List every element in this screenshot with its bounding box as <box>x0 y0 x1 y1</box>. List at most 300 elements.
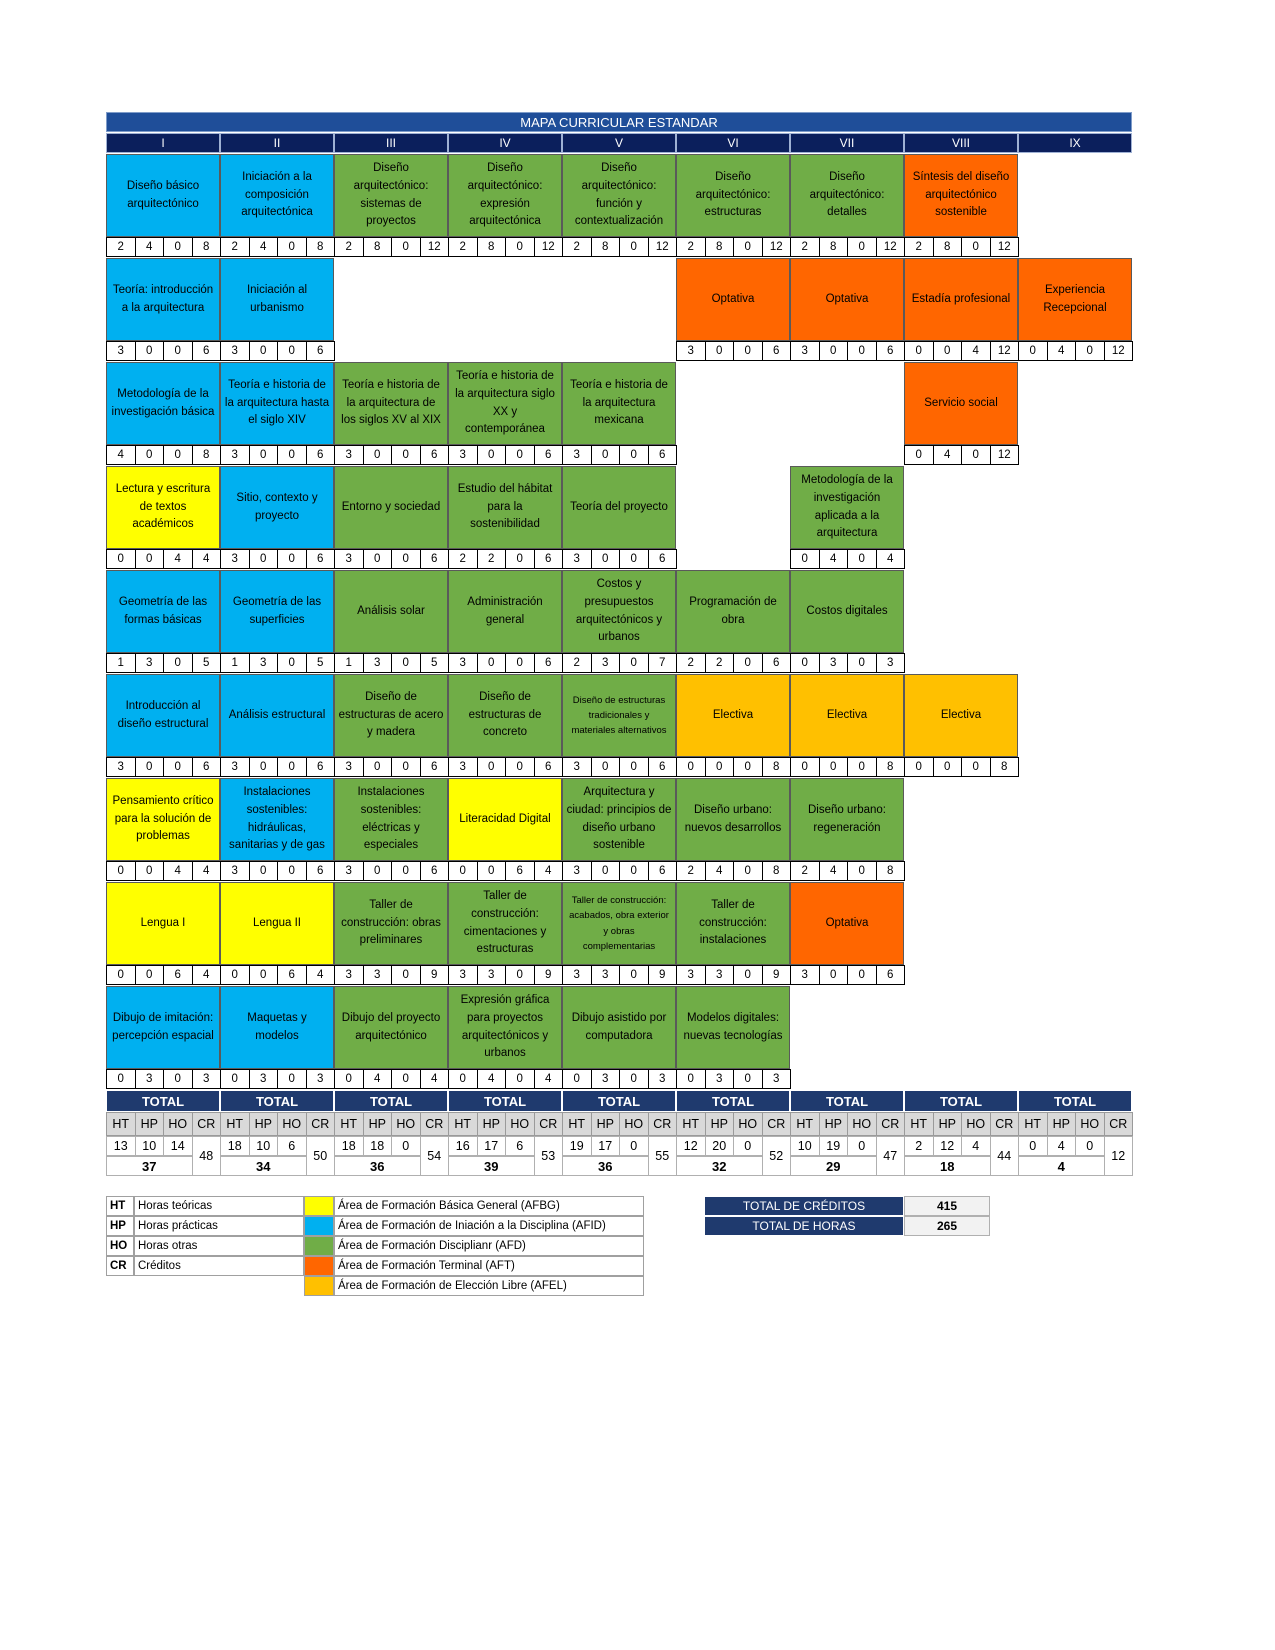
course-cell: Dibujo del proyecto arquitectónico <box>334 986 448 1069</box>
course-hours-hp: 3 <box>591 653 621 673</box>
course-hours-hp: 0 <box>705 341 735 361</box>
course-hours-ht: 3 <box>220 861 250 881</box>
course-cell: Diseño arquitectónico: estructuras <box>676 154 790 237</box>
course-hours-cr: 8 <box>876 861 906 881</box>
course-hours-ho: 0 <box>619 1069 649 1089</box>
course-hours-ht: 1 <box>106 653 136 673</box>
course-hours-ht: 0 <box>676 757 706 777</box>
total-hp: 10 <box>249 1136 279 1156</box>
course-hours-hp: 0 <box>477 653 507 673</box>
course-hours-hp: 4 <box>819 549 849 569</box>
course-cell: Taller de construcción: obras preliminares <box>334 882 448 965</box>
total-subheader-cr: CR <box>990 1112 1020 1136</box>
course-hours-hp: 3 <box>249 653 279 673</box>
course-hours-hp: 0 <box>135 445 165 465</box>
course-hours-ht: 0 <box>448 861 478 881</box>
course-hours-ho: 0 <box>733 341 763 361</box>
course-hours-cr: 5 <box>306 653 336 673</box>
course-hours-cr: 12 <box>990 341 1020 361</box>
course-hours-ho: 0 <box>391 445 421 465</box>
course-hours-hp: 4 <box>1047 341 1077 361</box>
total-subheader-cr: CR <box>306 1112 336 1136</box>
course-hours-cr: 3 <box>192 1069 222 1089</box>
total-hours: 36 <box>562 1156 649 1176</box>
course-cell: Diseño arquitectónico: expresión arquitectónica <box>448 154 562 237</box>
course-cell: Síntesis del diseño arquitectónico sostenible <box>904 154 1018 237</box>
course-hours-ho: 0 <box>505 445 535 465</box>
course-hours-ho: 0 <box>277 237 307 257</box>
total-credits: 53 <box>534 1136 564 1176</box>
course-hours-cr: 6 <box>420 445 450 465</box>
course-hours-ho: 0 <box>733 757 763 777</box>
course-hours-hp: 0 <box>249 445 279 465</box>
course-hours-hp: 0 <box>249 861 279 881</box>
course-hours-ho: 4 <box>961 341 991 361</box>
course-hours-hp: 0 <box>249 965 279 985</box>
total-subheader-hp: HP <box>591 1112 621 1136</box>
total-hp: 19 <box>819 1136 849 1156</box>
legend-abbrev-code: CR <box>106 1256 134 1276</box>
total-ho: 4 <box>961 1136 991 1156</box>
total-subheader-ht: HT <box>448 1112 478 1136</box>
course-hours-ho: 0 <box>619 237 649 257</box>
course-cell: Costos digitales <box>790 570 904 653</box>
course-hours-hp: 3 <box>477 965 507 985</box>
total-ht: 18 <box>334 1136 364 1156</box>
total-subheader-ht: HT <box>790 1112 820 1136</box>
course-cell: Diseño básico arquitectónico <box>106 154 220 237</box>
course-cell: Diseño de estructuras de concreto <box>448 674 562 757</box>
course-hours-cr: 4 <box>420 1069 450 1089</box>
legend-area-label: Área de Formación Terminal (AFT) <box>334 1256 644 1276</box>
total-subheader-ht: HT <box>220 1112 250 1136</box>
course-hours-cr: 6 <box>648 549 678 569</box>
course-hours-ht: 3 <box>334 445 364 465</box>
course-hours-cr: 6 <box>876 341 906 361</box>
course-hours-hp: 8 <box>477 237 507 257</box>
total-credits: 52 <box>762 1136 792 1176</box>
course-hours-hp: 4 <box>705 861 735 881</box>
course-hours-ht: 2 <box>448 549 478 569</box>
course-hours-ht: 3 <box>562 549 592 569</box>
total-hp: 10 <box>135 1136 165 1156</box>
legend-abbrev-label: Créditos <box>134 1256 304 1276</box>
total-header: TOTAL <box>562 1090 676 1112</box>
summary-value: 265 <box>904 1216 990 1236</box>
course-hours-ho: 0 <box>847 861 877 881</box>
course-hours-ht: 3 <box>334 757 364 777</box>
total-subheader-ht: HT <box>904 1112 934 1136</box>
course-hours-ht: 0 <box>562 1069 592 1089</box>
total-subheader-hp: HP <box>819 1112 849 1136</box>
total-subheader-ht: HT <box>676 1112 706 1136</box>
course-hours-ho: 0 <box>391 653 421 673</box>
course-cell: Diseño arquitectónico: detalles <box>790 154 904 237</box>
course-hours-cr: 5 <box>420 653 450 673</box>
semester-header-IV: IV <box>448 133 562 153</box>
course-hours-ht: 3 <box>448 757 478 777</box>
course-cell: Teoría e historia de la arquitectura mexicana <box>562 362 676 445</box>
total-hours: 32 <box>676 1156 763 1176</box>
total-ht: 10 <box>790 1136 820 1156</box>
course-hours-ht: 3 <box>562 965 592 985</box>
course-hours-ht: 2 <box>904 237 934 257</box>
course-hours-hp: 4 <box>363 1069 393 1089</box>
course-hours-cr: 12 <box>876 237 906 257</box>
course-hours-ho: 0 <box>277 653 307 673</box>
semester-header-VI: VI <box>676 133 790 153</box>
total-header: TOTAL <box>676 1090 790 1112</box>
course-hours-ho: 0 <box>277 445 307 465</box>
course-hours-ht: 2 <box>334 237 364 257</box>
course-hours-hp: 0 <box>477 861 507 881</box>
course-hours-ht: 3 <box>220 445 250 465</box>
legend-color-swatch <box>304 1276 334 1296</box>
course-hours-hp: 0 <box>363 757 393 777</box>
course-hours-cr: 9 <box>762 965 792 985</box>
course-hours-ht: 0 <box>220 1069 250 1089</box>
course-hours-ho: 0 <box>277 861 307 881</box>
course-hours-ho: 0 <box>619 549 649 569</box>
total-subheader-ho: HO <box>733 1112 763 1136</box>
total-subheader-hp: HP <box>477 1112 507 1136</box>
course-cell: Expresión gráfica para proyectos arquitectónicos y urbanos <box>448 986 562 1069</box>
course-hours-ho: 0 <box>505 653 535 673</box>
course-hours-ht: 0 <box>1018 341 1048 361</box>
course-cell: Lengua I <box>106 882 220 965</box>
course-hours-cr: 8 <box>990 757 1020 777</box>
course-hours-cr: 4 <box>192 861 222 881</box>
course-hours-cr: 6 <box>534 445 564 465</box>
course-hours-ho: 0 <box>277 757 307 777</box>
total-hp: 17 <box>591 1136 621 1156</box>
total-ho: 0 <box>847 1136 877 1156</box>
total-hp: 20 <box>705 1136 735 1156</box>
total-credits: 47 <box>876 1136 906 1176</box>
course-cell: Dibujo asistido por computadora <box>562 986 676 1069</box>
course-hours-hp: 0 <box>249 757 279 777</box>
summary-label: TOTAL DE CRÉDITOS <box>704 1196 904 1216</box>
course-cell: Diseño urbano: nuevos desarrollos <box>676 778 790 861</box>
course-cell: Optativa <box>790 258 904 341</box>
course-cell: Metodología de la investigación básica <box>106 362 220 445</box>
total-ht: 16 <box>448 1136 478 1156</box>
total-credits: 48 <box>192 1136 222 1176</box>
legend-abbrev-code: HP <box>106 1216 134 1236</box>
course-hours-hp: 0 <box>591 445 621 465</box>
legend-abbrev-code: HO <box>106 1236 134 1256</box>
total-header: TOTAL <box>904 1090 1018 1112</box>
summary-label: TOTAL DE HORAS <box>704 1216 904 1236</box>
course-hours-cr: 6 <box>306 861 336 881</box>
course-hours-ht: 0 <box>334 1069 364 1089</box>
course-cell: Taller de construcción: cimentaciones y estructuras <box>448 882 562 965</box>
course-hours-hp: 0 <box>363 445 393 465</box>
course-hours-cr: 12 <box>1104 341 1134 361</box>
course-hours-ht: 0 <box>790 549 820 569</box>
course-cell: Introducción al diseño estructural <box>106 674 220 757</box>
total-subheader-hp: HP <box>1047 1112 1077 1136</box>
total-subheader-cr: CR <box>534 1112 564 1136</box>
total-subheader-ho: HO <box>619 1112 649 1136</box>
total-subheader-cr: CR <box>1104 1112 1134 1136</box>
legend-abbrev-label: Horas teóricas <box>134 1196 304 1216</box>
course-hours-cr: 8 <box>306 237 336 257</box>
total-subheader-ho: HO <box>391 1112 421 1136</box>
total-subheader-hp: HP <box>249 1112 279 1136</box>
course-hours-hp: 0 <box>933 757 963 777</box>
course-hours-ht: 3 <box>562 757 592 777</box>
course-cell: Diseño urbano: regeneración <box>790 778 904 861</box>
course-hours-hp: 8 <box>363 237 393 257</box>
total-ht: 19 <box>562 1136 592 1156</box>
course-hours-cr: 8 <box>762 861 792 881</box>
course-hours-cr: 6 <box>534 757 564 777</box>
course-hours-hp: 0 <box>135 757 165 777</box>
course-hours-ht: 0 <box>106 1069 136 1089</box>
course-hours-ho: 0 <box>391 237 421 257</box>
course-hours-ht: 2 <box>676 653 706 673</box>
course-hours-hp: 3 <box>819 653 849 673</box>
course-hours-hp: 3 <box>591 1069 621 1089</box>
course-hours-ht: 1 <box>334 653 364 673</box>
course-cell: Servicio social <box>904 362 1018 445</box>
course-cell: Metodología de la investigación aplicada a la arquitectura <box>790 466 904 549</box>
course-hours-ht: 3 <box>562 861 592 881</box>
total-hours: 36 <box>334 1156 421 1176</box>
course-hours-hp: 8 <box>819 237 849 257</box>
course-hours-ho: 0 <box>847 653 877 673</box>
course-cell: Taller de construcción: instalaciones <box>676 882 790 965</box>
course-cell: Entorno y sociedad <box>334 466 448 549</box>
course-hours-hp: 4 <box>249 237 279 257</box>
course-hours-hp: 4 <box>477 1069 507 1089</box>
course-hours-ho: 6 <box>277 965 307 985</box>
course-hours-hp: 3 <box>705 1069 735 1089</box>
total-ho: 14 <box>163 1136 193 1156</box>
course-hours-hp: 0 <box>591 549 621 569</box>
legend-color-swatch <box>304 1256 334 1276</box>
course-cell: Teoría: introducción a la arquitectura <box>106 258 220 341</box>
course-cell: Geometría de las formas básicas <box>106 570 220 653</box>
total-hp: 12 <box>933 1136 963 1156</box>
course-cell: Diseño arquitectónico: función y contextualización <box>562 154 676 237</box>
course-hours-ho: 0 <box>505 1069 535 1089</box>
total-ht: 0 <box>1018 1136 1048 1156</box>
total-subheader-cr: CR <box>876 1112 906 1136</box>
total-subheader-cr: CR <box>648 1112 678 1136</box>
course-hours-ht: 0 <box>106 549 136 569</box>
course-hours-ht: 1 <box>220 653 250 673</box>
total-hp: 18 <box>363 1136 393 1156</box>
course-hours-hp: 0 <box>477 445 507 465</box>
course-hours-ht: 3 <box>676 341 706 361</box>
total-hours: 29 <box>790 1156 877 1176</box>
course-cell: Diseño de estructuras de acero y madera <box>334 674 448 757</box>
course-hours-ho: 0 <box>733 861 763 881</box>
total-ht: 18 <box>220 1136 250 1156</box>
course-cell: Electiva <box>904 674 1018 757</box>
course-cell: Optativa <box>790 882 904 965</box>
course-hours-hp: 3 <box>591 965 621 985</box>
course-hours-cr: 6 <box>648 861 678 881</box>
course-hours-ho: 0 <box>163 1069 193 1089</box>
total-ho: 0 <box>391 1136 421 1156</box>
course-hours-cr: 3 <box>876 653 906 673</box>
total-subheader-ho: HO <box>1075 1112 1105 1136</box>
total-subheader-cr: CR <box>762 1112 792 1136</box>
course-hours-cr: 4 <box>192 965 222 985</box>
course-hours-cr: 3 <box>648 1069 678 1089</box>
course-hours-cr: 6 <box>420 757 450 777</box>
semester-header-VIII: VIII <box>904 133 1018 153</box>
course-hours-cr: 6 <box>192 757 222 777</box>
course-hours-hp: 2 <box>705 653 735 673</box>
legend-color-swatch <box>304 1216 334 1236</box>
course-hours-ho: 0 <box>619 757 649 777</box>
legend-abbrev-code: HT <box>106 1196 134 1216</box>
course-hours-ho: 0 <box>847 549 877 569</box>
course-hours-cr: 6 <box>306 549 336 569</box>
course-hours-cr: 8 <box>192 237 222 257</box>
course-hours-cr: 6 <box>762 653 792 673</box>
course-hours-cr: 4 <box>876 549 906 569</box>
course-hours-ht: 0 <box>904 757 934 777</box>
course-hours-ho: 0 <box>505 965 535 985</box>
total-ho: 0 <box>619 1136 649 1156</box>
course-hours-ho: 6 <box>163 965 193 985</box>
legend-abbrev-label: Horas prácticas <box>134 1216 304 1236</box>
course-hours-hp: 0 <box>705 757 735 777</box>
course-hours-cr: 12 <box>420 237 450 257</box>
semester-header-V: V <box>562 133 676 153</box>
course-hours-ho: 0 <box>1075 341 1105 361</box>
course-cell: Iniciación a la composición arquitectónica <box>220 154 334 237</box>
total-hours: 4 <box>1018 1156 1105 1176</box>
course-hours-ht: 3 <box>676 965 706 985</box>
total-header: TOTAL <box>220 1090 334 1112</box>
course-cell: Maquetas y modelos <box>220 986 334 1069</box>
course-hours-ho: 0 <box>847 757 877 777</box>
course-hours-ho: 0 <box>847 237 877 257</box>
course-hours-cr: 6 <box>876 965 906 985</box>
course-hours-ht: 2 <box>676 237 706 257</box>
course-hours-ht: 3 <box>334 549 364 569</box>
semester-header-II: II <box>220 133 334 153</box>
course-hours-cr: 6 <box>762 341 792 361</box>
course-hours-ht: 4 <box>106 445 136 465</box>
course-hours-hp: 2 <box>477 549 507 569</box>
course-hours-ho: 0 <box>163 445 193 465</box>
course-hours-hp: 3 <box>135 653 165 673</box>
course-hours-ho: 6 <box>505 861 535 881</box>
course-hours-cr: 6 <box>420 549 450 569</box>
course-hours-ho: 0 <box>733 237 763 257</box>
course-cell: Instalaciones sostenibles: eléctricas y especiales <box>334 778 448 861</box>
course-hours-cr: 4 <box>192 549 222 569</box>
total-credits: 50 <box>306 1136 336 1176</box>
total-ht: 12 <box>676 1136 706 1156</box>
course-hours-hp: 0 <box>591 757 621 777</box>
course-hours-ht: 3 <box>334 965 364 985</box>
course-cell: Experiencia Recepcional <box>1018 258 1132 341</box>
course-hours-ho: 0 <box>505 549 535 569</box>
total-hp: 17 <box>477 1136 507 1156</box>
course-cell: Estadía profesional <box>904 258 1018 341</box>
course-hours-hp: 0 <box>135 549 165 569</box>
course-cell: Dibujo de imitación: percepción espacial <box>106 986 220 1069</box>
course-hours-ho: 0 <box>163 341 193 361</box>
total-credits: 54 <box>420 1136 450 1176</box>
course-hours-ht: 3 <box>448 965 478 985</box>
course-hours-cr: 8 <box>192 445 222 465</box>
course-hours-ht: 0 <box>790 653 820 673</box>
course-hours-ht: 2 <box>106 237 136 257</box>
semester-header-VII: VII <box>790 133 904 153</box>
total-subheader-hp: HP <box>933 1112 963 1136</box>
course-hours-ho: 0 <box>277 341 307 361</box>
course-hours-ht: 3 <box>106 341 136 361</box>
course-cell: Análisis estructural <box>220 674 334 757</box>
total-subheader-ho: HO <box>277 1112 307 1136</box>
course-cell: Teoría del proyecto <box>562 466 676 549</box>
total-header: TOTAL <box>334 1090 448 1112</box>
course-hours-ht: 3 <box>448 653 478 673</box>
course-hours-ho: 0 <box>391 549 421 569</box>
course-hours-ho: 0 <box>961 237 991 257</box>
total-credits: 12 <box>1104 1136 1134 1176</box>
course-hours-cr: 7 <box>648 653 678 673</box>
total-ho: 6 <box>505 1136 535 1156</box>
course-hours-cr: 5 <box>192 653 222 673</box>
course-hours-cr: 4 <box>534 861 564 881</box>
total-hours: 34 <box>220 1156 307 1176</box>
course-cell: Diseño de estructuras tradicionales y materiales alternativos <box>562 674 676 757</box>
total-hours: 37 <box>106 1156 193 1176</box>
course-hours-ht: 2 <box>448 237 478 257</box>
course-hours-cr: 12 <box>990 237 1020 257</box>
course-hours-hp: 0 <box>135 965 165 985</box>
course-hours-ho: 0 <box>961 445 991 465</box>
semester-header-IX: IX <box>1018 133 1132 153</box>
course-hours-cr: 6 <box>306 341 336 361</box>
total-subheader-cr: CR <box>192 1112 222 1136</box>
course-hours-cr: 12 <box>648 237 678 257</box>
course-hours-cr: 6 <box>306 445 336 465</box>
course-cell: Lectura y escritura de textos académicos <box>106 466 220 549</box>
course-hours-hp: 8 <box>933 237 963 257</box>
course-hours-hp: 8 <box>705 237 735 257</box>
course-cell: Administración general <box>448 570 562 653</box>
course-cell: Iniciación al urbanismo <box>220 258 334 341</box>
course-hours-ho: 0 <box>505 757 535 777</box>
course-cell: Diseño arquitectónico: sistemas de proyectos <box>334 154 448 237</box>
course-hours-hp: 4 <box>819 861 849 881</box>
course-hours-cr: 6 <box>534 653 564 673</box>
course-hours-hp: 0 <box>477 757 507 777</box>
total-ho: 0 <box>1075 1136 1105 1156</box>
total-credits: 55 <box>648 1136 678 1176</box>
course-hours-cr: 6 <box>534 549 564 569</box>
course-hours-cr: 6 <box>648 445 678 465</box>
course-hours-ht: 3 <box>220 549 250 569</box>
course-hours-hp: 0 <box>135 861 165 881</box>
course-hours-cr: 6 <box>648 757 678 777</box>
legend-area-label: Área de Formación Disciplianr (AFD) <box>334 1236 644 1256</box>
course-hours-cr: 8 <box>762 757 792 777</box>
course-cell: Costos y presupuestos arquitectónicos y urbanos <box>562 570 676 653</box>
course-hours-ht: 0 <box>448 1069 478 1089</box>
